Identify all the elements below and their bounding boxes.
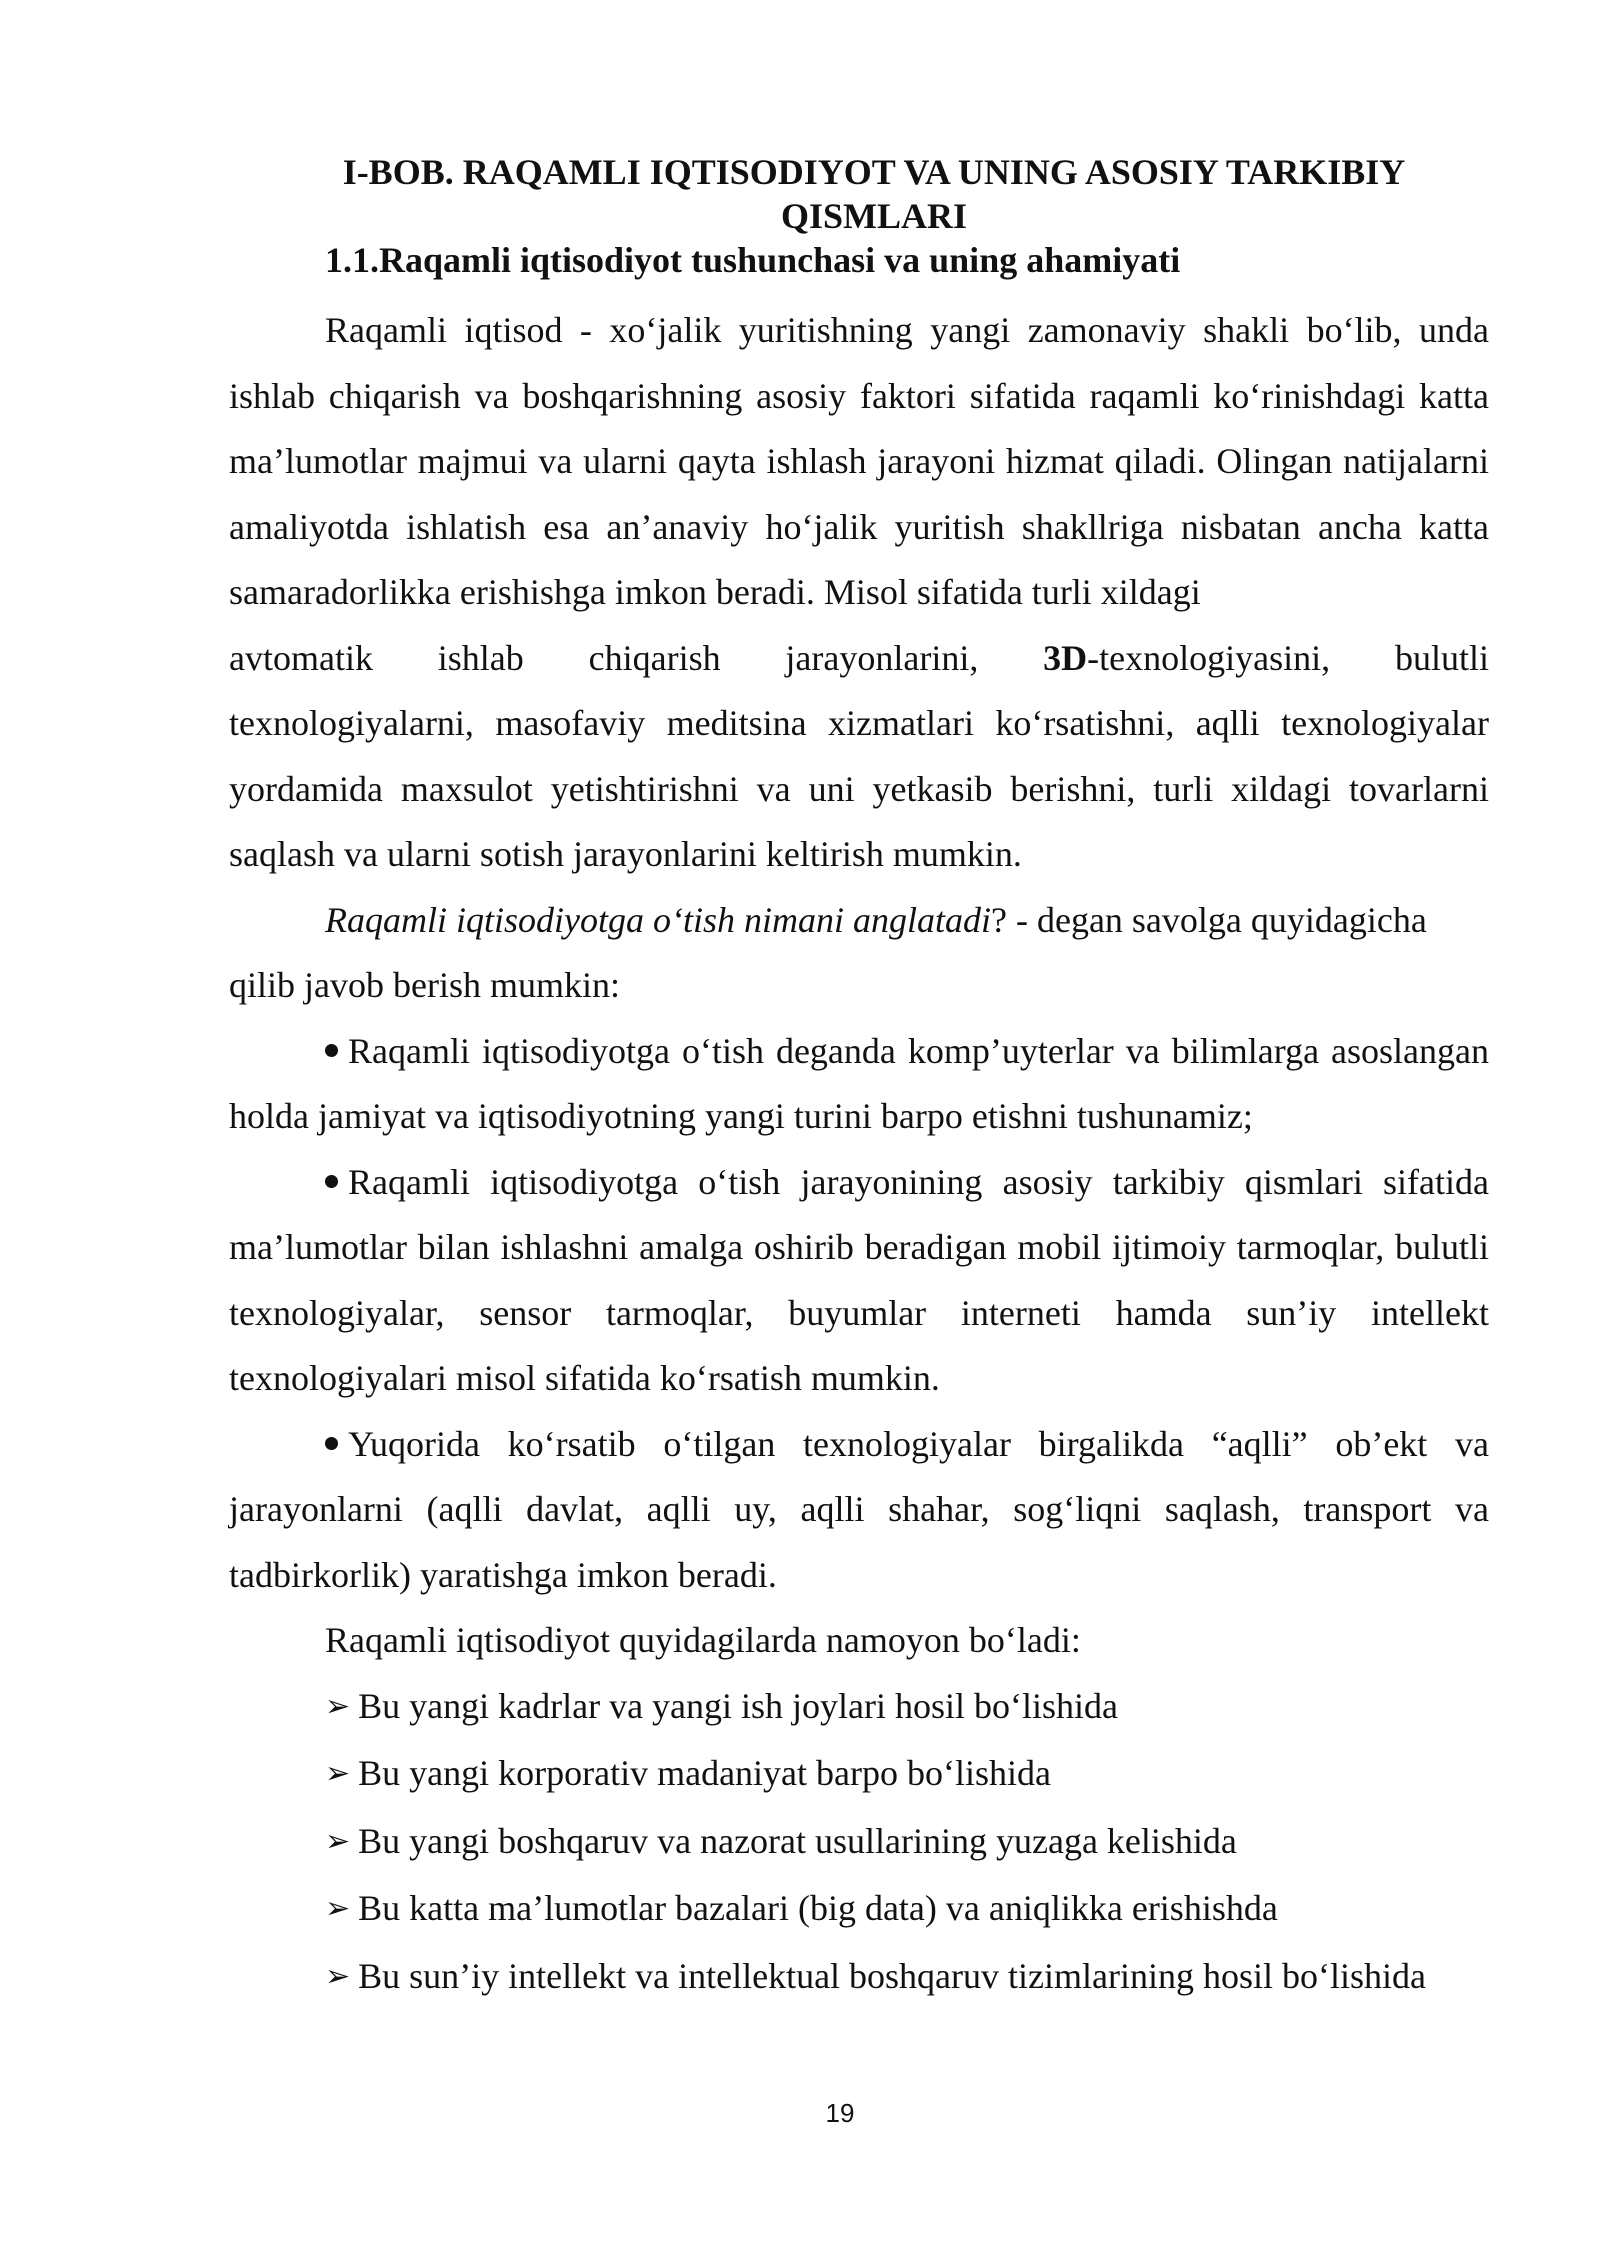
question-rest: ? - degan savolga quyidagicha qilib javob berish mumkin: [229, 899, 1427, 1005]
bullet-item [229, 1412, 1489, 1609]
bullet-text: Raqamli iqtisodiyotga o‘tish deganda komp’uyterlar va bilimlarga asoslangan holda jamiyat va iqtisodiyotning yangi turini barpo etishni tushunamiz; [229, 1030, 1489, 1136]
arrow-bullet-icon: ➢ [325, 1756, 351, 1791]
arrow-item-text: Bu sun’iy intellekt va intellektual boshqaruv tizimlarining hosil bo‘lishida [358, 1955, 1426, 1996]
arrow-list [229, 1674, 1489, 2012]
arrow-bullet-icon: ➢ [325, 1688, 351, 1724]
arrow-list-item [325, 1876, 1489, 1944]
bullet-dot-icon [325, 1437, 338, 1450]
bold-3d: 3D [1043, 637, 1088, 678]
word-3d [1043, 626, 1330, 692]
bullet-text: Yuqorida ko‘rsatib o‘tilgan texnologiyalar birgalikda “aqlli” ob’ekt va jarayonlarni (aqlli davlat, aqlli uy, aqlli shahar, sog‘liqni saqlash, transport va tadbirkorlik) yaratishga imkon beradi. [229, 1423, 1489, 1595]
arrow-list-item [325, 1674, 1489, 1742]
word: ishlab [437, 637, 524, 678]
list-intro: Raqamli iqtisodiyot quyidagilarda namoyon bo‘ladi: [325, 1620, 1081, 1660]
bullet-item [229, 1150, 1489, 1412]
word: jarayonlarini, [785, 637, 979, 678]
word: -texnologiyasini, [1087, 637, 1331, 678]
bullet-text: Raqamli iqtisodiyotga o‘tish jarayonining asosiy tarkibiy qismlari sifatida ma’lumotlar bilan ishlashni amalga oshirib beradigan mobil ijtimoiy tarmoqlar, bulutli texnologiyalar, sensor tarmoqlar, buyumlar interneti hamda sun’iy intellekt texnologiyalari misol sifatida ko‘rsatish mumkin. [229, 1161, 1489, 1398]
paragraph-question [229, 888, 1489, 1019]
question-italic: Raqamli iqtisodiyotga o‘tish nimani anglatadi [325, 899, 991, 940]
arrow-item-text: Bu yangi boshqaruv va nazorat usullarining yuzaga kelishida [358, 1820, 1237, 1861]
paragraph-text: Raqamli iqtisod - xo‘jalik yuritishning yangi zamonaviy shakli bo‘lib, unda ishlab chiqarish va boshqarishning asosiy faktori sifatida raqamli ko‘rinishdagi katta ma’lumotlar majmui va ularni qayta ishlash jarayoni hizmat qiladi. Olingan natijalarni amaliyotda ishlatish esa an’anaviy ho‘jalik yuritish shakllriga nisbatan ancha katta samaradorlikka erishishga imkon beradi. Misol sifatida turli xildagi [229, 310, 1489, 612]
arrow-bullet-icon: ➢ [325, 1891, 351, 1926]
page-number: 19 [825, 2098, 855, 2128]
word: bulutli [1394, 637, 1489, 678]
bullet-dot-icon [325, 1044, 338, 1057]
bullet-item [229, 1019, 1489, 1150]
document-page [229, 150, 1489, 2011]
arrow-list-item [325, 1741, 1489, 1809]
arrow-list-item [325, 1809, 1489, 1877]
arrow-list-item [325, 1944, 1489, 2012]
arrow-bullet-icon: ➢ [325, 1958, 351, 1994]
section-title: 1.1.Raqamli iqtisodiyot tushunchasi va uning ahamiyati [325, 240, 1181, 280]
arrow-item-text: Bu yangi kadrlar va yangi ish joylari hosil bo‘lishida [358, 1685, 1119, 1726]
paragraph-line-technologies [229, 626, 1489, 692]
chapter-title: I-BOB. RAQAMLI IQTISODIYOT VA UNING ASOSIY TARKIBIY QISMLARI [342, 152, 1406, 236]
word: chiqarish [588, 637, 721, 678]
arrow-bullet-icon: ➢ [325, 1823, 351, 1859]
bullet-dot-icon [325, 1175, 338, 1188]
paragraph-continuation: texnologiyalarni, masofaviy meditsina xizmatlari ko‘rsatishni, aqlli texnologiyalar yordamida maxsulot yetishtirishni va uni yetkasib berishni, turli xildagi tovarlarni saqlash va ularni sotish jarayonlarini keltirish mumkin. [229, 703, 1489, 874]
arrow-item-text: Bu katta ma’lumotlar bazalari (big data) va aniqlikka erishishda [358, 1888, 1278, 1928]
arrow-item-text: Bu yangi korporativ madaniyat barpo bo‘lishida [358, 1753, 1051, 1793]
word: avtomatik [229, 637, 373, 678]
paragraph-definition [229, 298, 1489, 626]
